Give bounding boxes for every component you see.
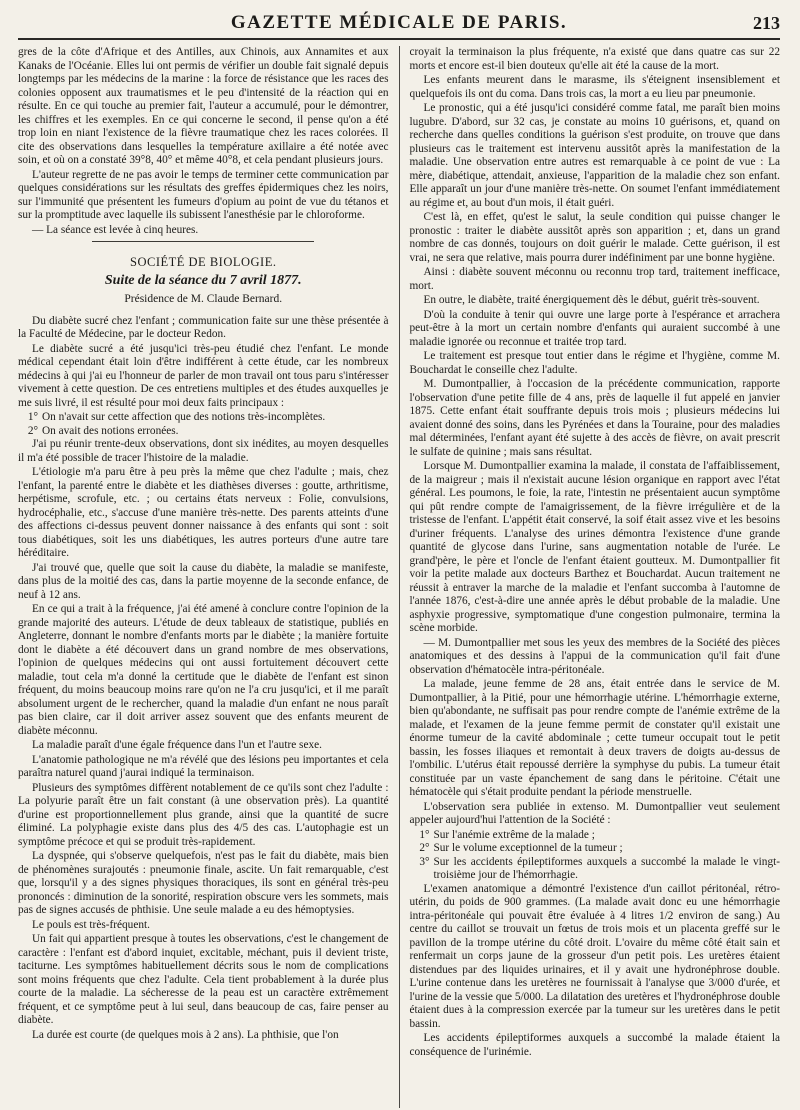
paragraph: M. Dumontpallier, à l'occasion de la précédente communication, rapporte l'observation d'une petite fille de 4 ans, près de laquelle il fut appelé en janvier 1875. Cette enfant était souffrante depuis trois mois ; plusieurs médecins lui avaient donné des soins, dans les Pyrénées et dans la Touraine, pour des maladies mal déterminées, l'enfant ayant été sujette à des accès de fièvre, on avait prescrit le sulfate de quinine ; mais sans résultat. <box>409 378 780 458</box>
paragraph: Le pronostic, qui a été jusqu'ici considéré comme fatal, me paraît bien moins lugubre. D'abord, sur 32 cas, je constate au moins 10 guérisons, et, quand on recherche dans quelles conditions la guérison s'est produite, on trouve que dans plusieurs cas le traitement est intervenu aussitôt après la manifestation de la maladie. Une observation entre autres est remarquable à ce point de vue : La mère, diabétique, attendait, anxieuse, l'apparition de la maladie chez son enfant. Elle apparaît un jour d'une manière très-nette. On soumet l'enfant immédiatement au régime et, au bout d'un mois, il était guéri. <box>409 102 780 209</box>
list-item <box>18 425 389 439</box>
paragraph: L'anatomie pathologique ne m'a révélé que des lésions peu importantes et cela paraîtra naturel quand j'aurai indiqué la terminaison. <box>18 753 389 779</box>
list-number: 1° <box>419 828 430 841</box>
paragraph: croyait la terminaison la plus fréquente, n'a existé que dans quatre cas sur 22 morts et encore est-il bien douteux qu'elle ait été la cause de la mort. <box>409 46 780 72</box>
journal-title: GAZETTE MÉDICALE DE PARIS. <box>230 12 568 33</box>
paragraph: Plusieurs des symptômes diffèrent notablement de ce qu'ils sont chez l'adulte : La polyurie paraît être un fait constant (à une observation près). La quantité d'urine est proportionnellement plus grande, ainsi que la quantité de sucre éliminé. La polyphagie existe dans plus des 4/5 des cas. L'autophagie est un symptôme précoce et qui se produit très-rapidement. <box>18 781 389 848</box>
list-item <box>410 842 781 856</box>
paragraph: Ainsi : diabète souvent méconnu ou reconnu trop tard, traitement inefficace, mort. <box>409 266 780 292</box>
list-text: Sur l'anémie extrême de la malade ; <box>433 828 595 841</box>
paragraph: La maladie paraît d'une égale fréquence dans l'un et l'autre sexe. <box>32 739 322 751</box>
section-divider <box>92 241 314 242</box>
paragraph: En ce qui a trait à la fréquence, j'ai été amené à conclure contre l'opinion de la grande majorité des auteurs. L'étude de deux tableaux de statistique, publiés en Angleterre, donnant le nombre d'enfants morts par le diabète ; la manière fortuite dont le diabète a été découvert dans un grand nombre de mes observations, l'opinion de quelques médecins qui ont aussi fortuitement découvert cette maladie, tout cela m'a donné la certitude que le diabète de l'enfant est sinon fréquent, du moins beaucoup moins rare qu'on ne l'a cru jusqu'ici, et il me paraît absolument urgent de le rechercher, quand la maladie d'un enfant ne nous paraît pas bien claire, car il doit arriver assez souvent que des enfants meurent de diabète méconnu. <box>18 603 389 737</box>
paragraph: D'où la conduite à tenir qui ouvre une large porte à l'espérance et arrachera peut-être à la mort un certain nombre d'enfants qui auraient succombé à une maladie ignorée ou reconnue et traitée trop tard. <box>409 308 780 348</box>
paragraph: J'ai pu réunir trente-deux observations, dont six inédites, au moyen desquelles il m'a été possible de tracer l'histoire de la maladie. <box>18 438 389 464</box>
list-text: Sur les accidents épileptiformes auxquels a succombé la malade le vingt-troisième jour de l'hémorrhagie. <box>433 855 780 881</box>
paragraph: Le diabète sucré a été jusqu'ici très-peu étudié chez l'enfant. Le monde médical cependant était loin d'être indifférent à cette étude, car les nombreux médecins à qui j'ai eu l'honneur de parler de mon travail ont tous paru s'intéresser vivement à cette question. De ces entretiens multiples et des études auxquelles je me suis livré, il est résulté pour moi deux faits principaux : <box>18 342 389 409</box>
page-header <box>18 8 780 40</box>
paragraph: J'ai trouvé que, quelle que soit la cause du diabète, la maladie se manifeste, dans plus de la moitié des cas, dans la partie moyenne de la seconde enfance, de neuf à 12 ans. <box>18 561 389 601</box>
list-text: On n'avait sur cette affection que des notions très-incomplètes. <box>42 411 326 423</box>
list-item <box>410 856 781 883</box>
paragraph: La dyspnée, qui s'observe quelquefois, n'est pas le fait du diabète, mais bien de phénomènes surajoutés : pneumonie finale, ascite. Un fait remarquable, c'est que, lorsqu'il y a des signes physiques thoraciques, ils sont en général très-peu prononcés : diminution de la sonorité, respiration obscure vers les sommets, mais pas de signes accusés de phthisie. Une seule malade a eu des hémoptysies. <box>18 850 389 916</box>
paragraph: Un fait qui appartient presque à toutes les observations, c'est le changement de caractère : l'enfant est d'abord inquiet, excitable, méchant, puis il devient triste, taciturne. Les symptômes habituellement décrits sous le nom de complications sont moins fréquents que chez l'adulte. Cela tient probablement à la durée plus courte de la maladie. La sécheresse de la peau est un caractère extrêmement fréquent, et ce symptôme peut à lui seul, dans beaucoup de cas, faire penser au diabète. <box>18 933 389 1026</box>
paragraph: Les enfants meurent dans le marasme, ils s'éteignent insensiblement et quelquefois ils ont du coma. Dans trois cas, la mort a eu lieu par pneumonie. <box>409 74 780 100</box>
paragraph: — M. Dumontpallier met sous les yeux des membres de la Société des pièces anatomiques et des dessins à l'appui de la communication qu'il fait d'une observation d'hématocèle intra-péritonéale. <box>409 636 780 676</box>
paragraph: L'observation sera publiée in extenso. M. Dumontpallier veut seulement appeler aujourd'hui l'attention de la Société : <box>409 800 780 826</box>
left-column <box>18 46 399 1108</box>
session-heading: Suite de la séance du 7 avril 1877. <box>104 272 302 288</box>
list-number: 3° <box>419 855 430 868</box>
page-number: 213 <box>753 13 780 33</box>
paragraph: En outre, le diabète, traité énergiquement dès le début, guérit très-souvent. <box>423 294 760 306</box>
society-heading: SOCIÉTÉ DE BIOLOGIE. <box>130 255 277 269</box>
list-text: On avait des notions erronées. <box>42 424 179 437</box>
paragraph: Lorsque M. Dumontpallier examina la malade, il constata de l'affaiblissement, de la maigreur ; mais il n'existait aucune lésion organique en rapport avec l'état général. Les poumons, le foie, la rate, l'intestin ne présentaient aucun symptôme qui pût rendre compte de l'amaigrissement, de la fièvre irrégulière et de la tristesse de l'enfant. L'appétit était conservé, la soif était assez vive et les besoins d'uriner fréquents. L'analyse des urines démontra l'existence d'une grande quantité de glycose dans l'urine, sans augmentation notable de l'urée. Le grand'père, le père et l'oncle de l'enfant étaient goutteux. M. Dumontpallier fit voir la petite malade aux docteurs Barthez et Bouchardat. Aucun traitement ne réussit à entraver la marche de la maladie et l'enfant succomba à l'automne de l'année 1876, c'est-à-dire une année après le début probable de la maladie. Une asphyxie progressive, symptomatique d'une congestion pulmonaire, termina la scène morbide. <box>409 460 780 634</box>
paragraph: Le pouls est très-fréquent. <box>32 918 150 931</box>
list-number: 1° <box>27 411 38 423</box>
list-item <box>18 411 389 425</box>
paragraph: La malade, jeune femme de 28 ans, était entrée dans le service de M. Dumontpallier, à la Pitié, pour une hémorrhagie utérine. L'hémorrhagie externe, bien qu'abondante, ne suffisait pas pour rendre compte de l'anémie extrême de la malade, et l'examen de la jeune femme permit de constater qu'il existait une énorme tumeur de la cavité abdominale ; cette tumeur occupait tout le petit bassin, les fosses iliaques et remontait à deux travers de doigts au-dessus de l'ombilic. L'utérus était repoussé derrière la symphyse du pubis. La tumeur était constituée par un vaste épanchement de sang dans le péritoine. C'était une hématocèle qui s'était produite pendant la période menstruelle. <box>409 678 780 798</box>
presidence-line: Présidence de M. Claude Bernard. <box>124 293 283 305</box>
paragraph: La durée est courte (de quelques mois à 2 ans). La phthisie, que l'on <box>32 1028 339 1041</box>
paragraph: L'examen anatomique a démontré l'existence d'un caillot péritonéal, rétro-utérin, du poids de 900 grammes. (La malade avait donc eu une hémorrhagie intra-péritonéale qui pouvait être évaluée à 4 litres 1/2 environ de sang.) Au centre du caillot se trouvait un fœtus de trois mois et un placenta greffé sur le pavillon de la trompe utérine du côté droit. L'ovaire du même côté était sain et renfermait un corps jaune de la grosseur d'un petit pois. Les uretères étaient distendues par des liquides urinaires, et il y avait une hydronéphrose double. L'urine contenue dans les uretères ne fournissait à l'analyse que 3/000 d'urée, et l'urine de la vessie que 5/000. La dilatation des uretères et l'hydronéphrose double étaient dues à la compression exercée par la tumeur sur les uretères dans le petit bassin. <box>409 882 780 1030</box>
paragraph: gres de la côte d'Afrique et des Antilles, aux Chinois, aux Annamites et aux Kanaks de l'Océanie. Elles lui ont permis de vérifier un double fait signalé depuis longtemps par les médecins de la marine : la force de résistance que les races des colonies opposent aux traumatismes et le peu d'intensité de la réaction qui en résulte. En ce qui touche au premier fait, l'auteur a accumulé, pour le démontrer, les chiffres et les exemples. En ce qui concerne le second, il pense qu'on a été trop loin en niant l'existence de la fièvre traumatique chez les races colorées. Il cite des observations dans lesquelles la température axillaire a été notée avec soin, et où on a constaté 39°8, 40° et même 40°8, et cela pendant plusieurs jours. <box>18 46 389 166</box>
right-column <box>399 46 781 1108</box>
communication-title: Du diabète sucré chez l'enfant ; communication faite sur une thèse présentée à la Faculté de Médecine, par le docteur Redon. <box>18 314 389 340</box>
list-number: 2° <box>27 424 38 437</box>
paragraph: C'est là, en effet, qu'est le salut, la seule condition qui puisse changer le pronostic : traiter le diabète aussitôt après son apparition ; et, dans un grand nombre de cas donnés, toujours on doit guérir le malade. Cette guérison, il est vrai, ne sera que relative, mais pourra durer indéfiniment par une bonne hygiène. <box>409 211 780 264</box>
paragraph: Le traitement est presque tout entier dans le régime et l'hygiène, comme M. Bouchardat le conseille chez l'adulte. <box>409 350 780 376</box>
paragraph: Les accidents épileptiformes auxquels a succombé la malade étaient la conséquence de l'urinémie. <box>409 1032 780 1058</box>
paragraph: L'étiologie m'a paru être à peu près la même que chez l'adulte ; mais, chez l'enfant, la parenté entre le diabète et les diathèses diverses : goutte, arthritisme, herpétisme, scrofule, etc. ; ou certains états nerveux : Folie, convulsions, hydrocéphalie, etc., s'accuse d'une manière très-nette. Des parents atteints d'une des affections ci-dessus peuvent donner naissance à des enfants qui sont : soit tous diabétiques, soit les uns diabétiques, les autres porteurs d'une autre tare héréditaire. <box>18 466 389 559</box>
article-columns <box>18 46 780 1108</box>
paragraph: — La séance est levée à cinq heures. <box>32 223 199 236</box>
list-item <box>410 829 781 843</box>
list-text: Sur le volume exceptionnel de la tumeur ; <box>433 842 623 854</box>
paragraph: L'auteur regrette de ne pas avoir le temps de terminer cette communication par quelques considérations sur les résultats des greffes épidermiques chez les noirs, sur l'immunité que présentent les fumeurs d'opium au point de vue du tétanos et sur la promptitude avec laquelle ils subissent l'anesthésie par le chloroforme. <box>18 168 389 221</box>
list-number: 2° <box>419 842 430 854</box>
